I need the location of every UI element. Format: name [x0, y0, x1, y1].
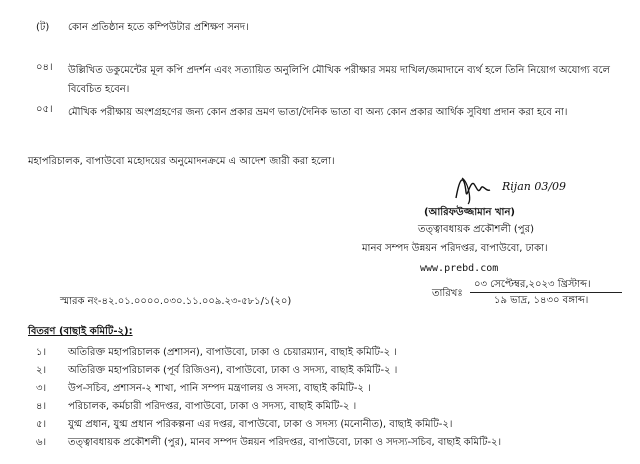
date-divider [470, 292, 622, 293]
dist-text-3: উপ-সচিব, প্রশাসন-২ শাখা, পানি সম্পদ মন্ত্রণালয় ও সদস্য, বাছাই কমিটি-২ । [68, 383, 371, 394]
dist-text-1: অতিরিক্ত মহাপরিচালক (প্রশাসন), বাপাউবো, ঢাকা ও চেয়ারম্যান, বাছাই কমিটি-২ । [68, 347, 397, 358]
item-marker-04: ০৪। [36, 62, 53, 73]
dist-text-5: যুগ্ম প্রধান, যুগ্ম প্রধান পরিকল্পনা এর দপ্তর, বাপাউবো, ঢাকা ও সদস্য (মনোনীত), বাছাই কমিটি-২। [68, 419, 453, 430]
signatory-designation: তত্ত্বাবধায়ক প্রকৌশলী (পুর) [418, 224, 534, 235]
dist-marker-2: ২। [36, 365, 47, 376]
dist-marker-5: ৫। [36, 419, 47, 430]
dist-marker-6: ৬। [36, 437, 47, 448]
signatory-name: (আরিফউজ্জামান খান) [424, 207, 515, 218]
item-text-04: উল্লিখিত ডকুমেন্টের মূল কপি প্রদর্শন এবং সত্যায়িত অনুলিপি মৌখিক পরীক্ষার সময় দাখিল/জমাদানে ব্যর্থ হলে তিনি নিয়োগ অযোগ্য বলে বিবেচিত হবেন। [68, 65, 610, 95]
approval-line: মহাপরিচালক, বাপাউবো মহোদয়ের অনুমোদনক্রমে এ আদেশ জারী করা হলো। [28, 156, 335, 167]
item-marker-t: (ট) [36, 22, 50, 33]
dist-marker-3: ৩। [36, 383, 47, 394]
signature-date-scribble: Rijan 03/09 [502, 180, 567, 193]
date-bangla: ১৯ ভাদ্র, ১৪৩০ বঙ্গাব্দ। [494, 295, 589, 306]
dist-text-6: তত্ত্বাবধায়ক প্রকৌশলী (পুর), মানব সম্পদ উন্নয়ন পরিদপ্তর, বাপাউবো, ঢাকা ও সদস্য-সচিব, বাছাই কমিটি-২। [68, 437, 502, 448]
date-gregorian: ০৩ সেপ্টেম্বর,২০২৩ খ্রিস্টাব্দ। [474, 279, 591, 290]
item-text-t: কোন প্রতিষ্ঠান হতে কম্পিউটার প্রশিক্ষণ সনদ। [68, 22, 249, 33]
signatory-office: মানব সম্পদ উন্নয়ন পরিদপ্তর, বাপাউবো, ঢাকা। [362, 243, 548, 254]
item-marker-05: ০৫। [36, 104, 53, 115]
date-label: তারিখঃ [432, 288, 463, 299]
dist-text-2: অতিরিক্ত মহাপরিচালক (পূর্ব রিজিওন), বাপাউবো, ঢাকা ও সদস্য, বাছাই কমিটি-২ । [68, 365, 398, 376]
handwritten-signature [450, 170, 567, 206]
dist-marker-4: ৪। [36, 401, 47, 412]
signatory-website: www.prebd.com [420, 263, 499, 274]
dist-text-4: পরিচালক, কর্মচারী পরিদপ্তর, বাপাউবো, ঢাকা ও সদস্য, বাছাই কমিটি-২ । [68, 401, 357, 412]
item-text-05: মৌখিক পরীক্ষায় অংশগ্রহণের জন্য কোন প্রকার ভ্রমণ ভাতা/দৈনিক ভাতা বা অন্য কোন প্রকার আর্থিক সুবিধা প্রদান করা হবে না। [68, 107, 568, 118]
dist-marker-1: ১। [36, 347, 47, 358]
memo-number: স্মারক নং-৪২.০১.০০০০.০৩০.১১.০০৯.২৩-৫৮১/১(২০) [60, 296, 292, 307]
distribution-title: বিতরণ (বাছাই কমিটি-২): [28, 326, 133, 337]
